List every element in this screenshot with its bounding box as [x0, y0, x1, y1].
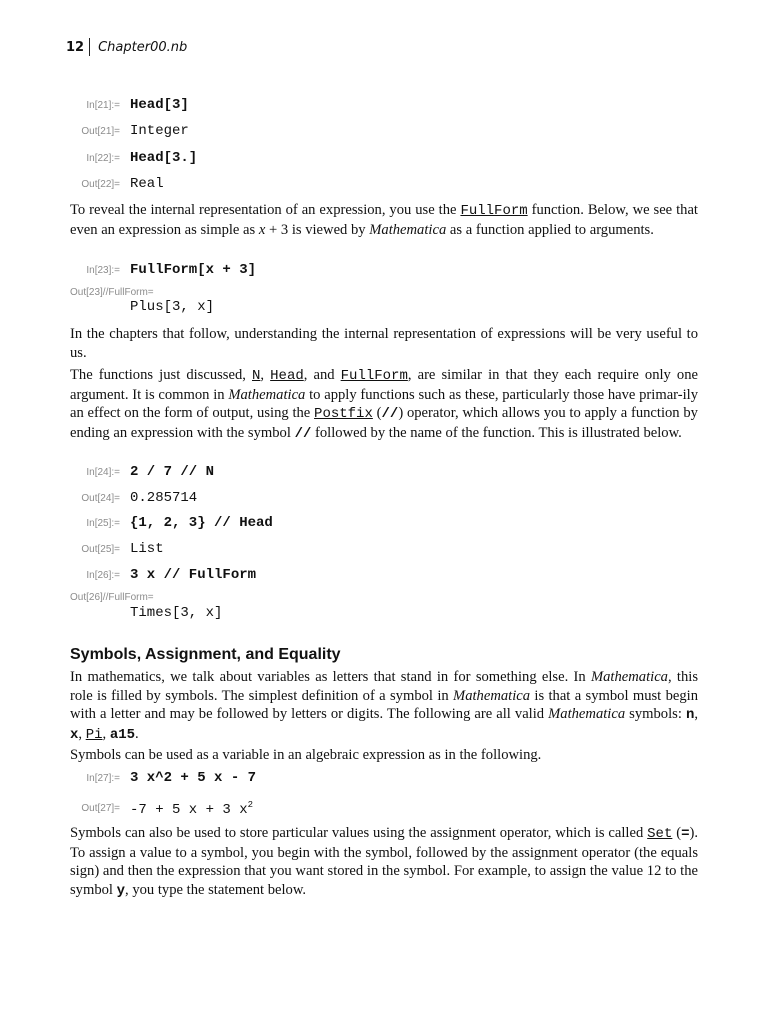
output-label: Out[23]//FullForm= [70, 287, 154, 298]
output-cell: List [130, 541, 164, 557]
set-link[interactable]: Set [647, 826, 673, 842]
postfix-link[interactable]: Postfix [314, 406, 373, 422]
text-paragraph: Symbols can also be used to store particular values using the assignment operator, which is called Set (=). To assign a value to a symbol, you begin with the symbol, followed by the assignment operator (the equals sign) and then the expression that you want stored in the symbol. For example, to assign the value 12 to the symbol y, you type the statement below. [70, 825, 699, 899]
page-number: 12 [66, 39, 85, 55]
output-cell: -7 + 5 x + 3 $x^2$ [130, 800, 254, 818]
text-paragraph: To reveal the internal representation of an expression, you use the FullForm function. Below, we see that even an expression as simple as x + 3 is viewed by Mathematica as a function applied to arguments. [70, 202, 698, 238]
output-label: Out[21]= [81, 126, 120, 137]
input-cell[interactable]: Head[3.] [130, 150, 198, 166]
input-label: In[26]:= [86, 570, 120, 581]
input-cell[interactable]: Head[3] [130, 97, 189, 113]
page-header [66, 38, 187, 56]
n-link[interactable]: N [252, 368, 261, 384]
text-paragraph: In mathematics, we talk about variables as letters that stand in for something else. In Mathematica, this role is filled by symbols. The simplest definition of a symbol in Mathematica is that a symbol must begin with a letter and may be followed by letters or digits. The following are all valid Mathematica symbols: n, x, Pi, a15. [70, 669, 699, 743]
pi-link[interactable]: Pi [85, 726, 103, 743]
output-label: Out[24]= [81, 493, 120, 504]
output-cell: 0.285714 [130, 490, 198, 506]
text-paragraph: The functions just discussed, N, Head, and FullForm, are similar in that they each require only one argument. It is common in Mathematica to apply functions such as these, particularly those have primar-ily an effect on the form of output, using the Postfix (//) operator, which allows you to apply a function by ending an expression with the symbol // followed by the name of the function. This is illustrated below. [70, 367, 699, 442]
input-label: In[25]:= [86, 518, 120, 529]
output-label: Out[22]= [81, 179, 120, 190]
text-paragraph: In the chapters that follow, understanding the internal representation of expressions will be very useful to us. [70, 326, 698, 361]
input-cell[interactable]: 3 x^2 + 5 x - 7 [130, 770, 257, 786]
head-link[interactable]: Head [270, 368, 304, 384]
output-cell: Times[3, x] [130, 605, 223, 621]
input-label: In[24]:= [86, 467, 120, 478]
input-cell[interactable]: 3 x // FullForm [130, 567, 257, 583]
fullform-link[interactable]: FullForm [460, 203, 528, 219]
input-label: In[23]:= [86, 265, 120, 276]
input-cell[interactable]: FullForm[x + 3] [130, 262, 257, 278]
text-paragraph: Symbols can be used as a variable in an algebraic expression as in the following. [70, 747, 542, 763]
fullform-link[interactable]: FullForm [340, 368, 408, 384]
input-cell[interactable]: 2 / 7 // N [130, 464, 215, 480]
input-label: In[27]:= [86, 773, 120, 784]
input-label: In[22]:= [86, 153, 120, 164]
notebook-title: Chapter00.nb [98, 39, 188, 55]
output-cell: Real [130, 176, 164, 192]
output-cell: Integer [130, 123, 189, 139]
input-label: In[21]:= [86, 100, 120, 111]
exponent: 2 [247, 800, 254, 810]
output-label: Out[27]= [81, 803, 120, 814]
output-label: Out[25]= [81, 544, 120, 555]
header-divider [89, 38, 90, 56]
output-label: Out[26]//FullForm= [70, 592, 154, 603]
output-cell: Plus[3, x] [130, 299, 215, 315]
input-cell[interactable]: {1, 2, 3} // Head [130, 515, 273, 531]
section-heading: Symbols, Assignment, and Equality [70, 646, 341, 663]
